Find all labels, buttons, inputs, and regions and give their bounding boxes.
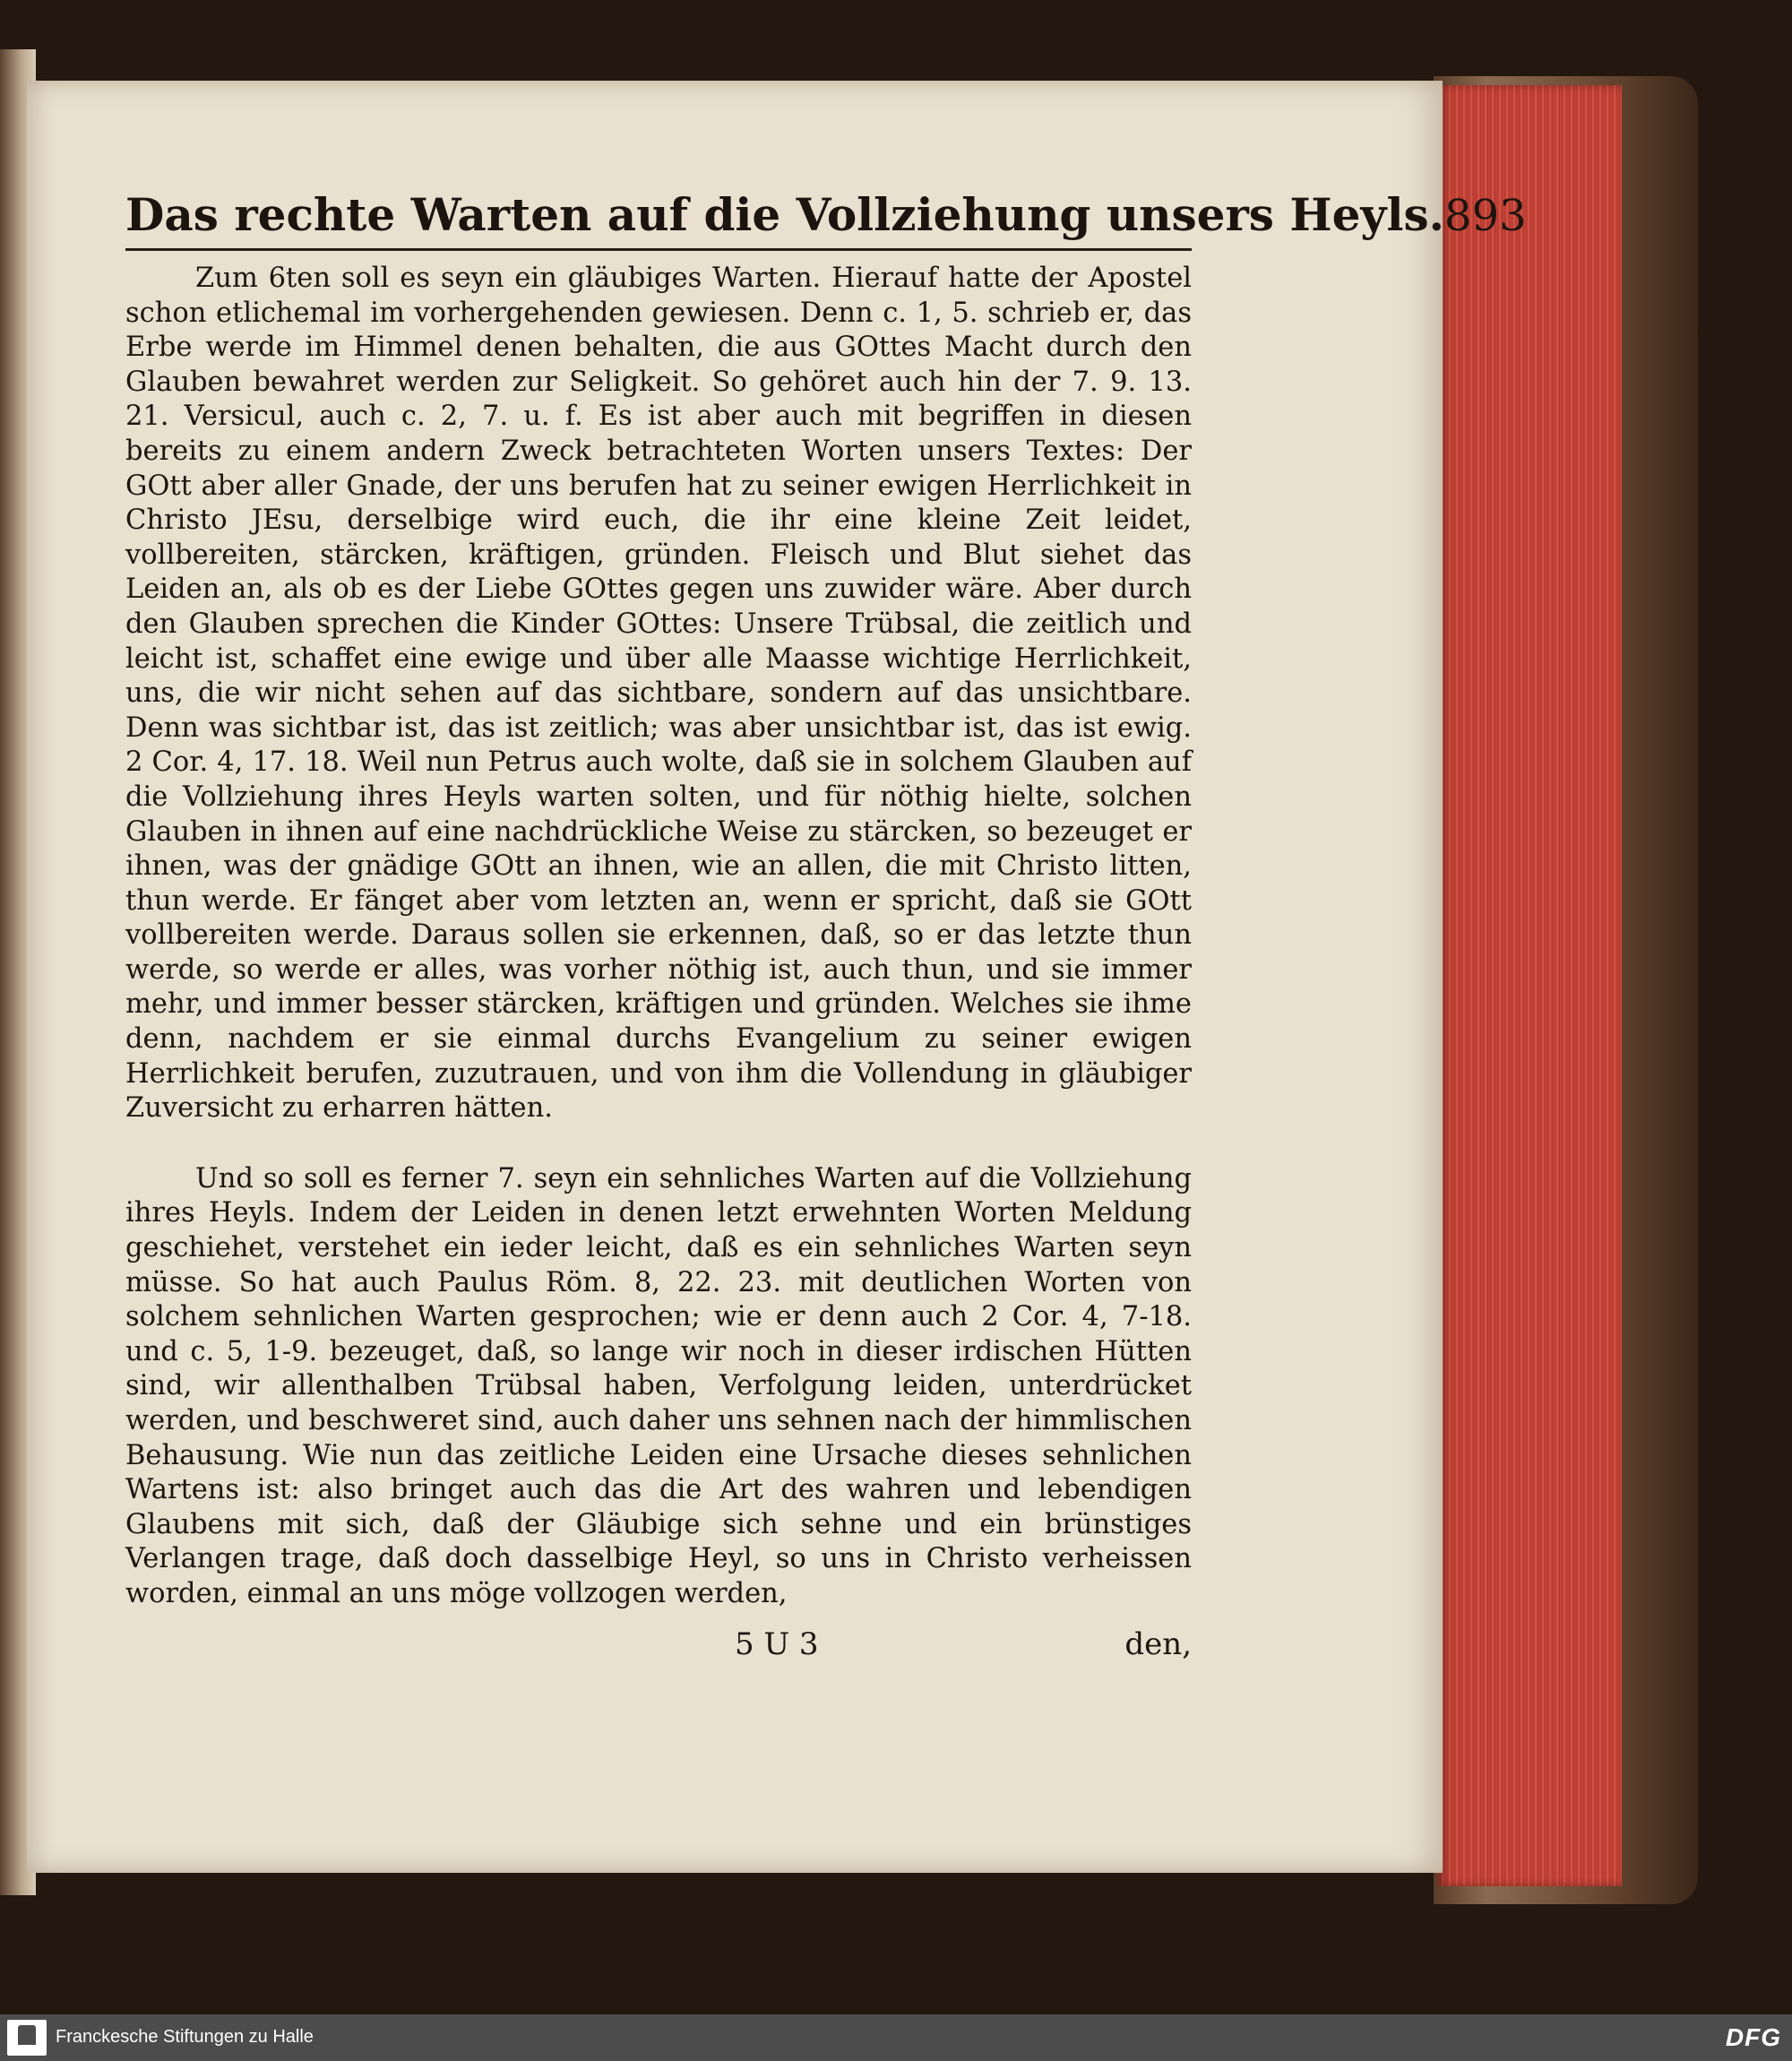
body-text (125, 262, 1192, 1612)
page-block-edge (1438, 85, 1622, 1886)
running-head: Das rechte Warten auf die Vollziehung unsers Heyls. (125, 188, 1445, 241)
paragraph: Und so soll es ferner 7. seyn ein sehnliches Warten auf die Vollziehung ihres Heyls. Indem der Leiden in denen letzt erwehnten Worten Meldung geschiehet, verstehet ein ieder leicht, daß es ein sehnliches Warten seyn müsse. So hat auch Paulus Röm. 8, 22. 23. mit deutlichen Worten von solchem sehnlichen Warten gesprochen; wie er denn auch 2 Cor. 4, 7-18. und c. 5, 1-9. bezeuget, daß, so lange wir noch in dieser irdischen Hütten sind, wir allenthalben Trübsal haben, Verfolgung leiden, unterdrücket werden, und beschweret sind, auch daher uns sehnen nach der himmlischen Behausung. Wie nun das zeitliche Leiden eine Ursache dieses sehnlichen Wartens ist: also bringet auch das die Art des wahren und lebendigen Glaubens mit sich, daß der Gläubige sich sehne und ein brünstiges Verlangen trage, daß doch dasselbige Heyl, so uns in Christo verheissen worden, einmal an uns möge vollzogen werden, (125, 1162, 1192, 1609)
paragraph: Zum 6ten soll es seyn ein gläubiges Warten. Hierauf hatte der Apostel schon etlichemal im vorhergehenden gewiesen. Denn c. 1, 5. schrieb er, das Erbe werde im Himmel denen behalten, die aus GOttes Macht durch den Glauben bewahret werden zur Seligkeit. So gehöret auch hin der 7. 9. 13. 21. Versicul, auch c. 2, 7. u. f. Es ist aber auch mit begriffen in diesen bereits zu einem andern Zweck betrachteten Worten unsers Textes: Der GOtt aber aller Gnade, der uns berufen hat zu seiner ewigen Herrlichkeit in Christo JEsu, derselbige wird euch, die ihr eine kleine Zeit leidet, vollbereiten, stärcken, kräftigen, gründen. Fleisch und Blut siehet das Leiden an, als ob es der Liebe GOttes gegen uns zuwider wäre. Aber durch den Glauben sprechen die Kinder GOttes: Unsere Trübsal, die zeitlich und leicht ist, schaffet eine ewige und über alle Maasse wichtige Herrlichkeit, uns, die wir nicht sehen auf das sichtbare, sondern auf das unsichtbare. Denn was sichtbar ist, das ist zeitlich; was aber unsichtbar ist, das ist ewig. 2 Cor. 4, 17. 18. Weil nun Petrus auch wolte, daß sie in solchem Glauben auf die Vollziehung ihres Heyls warten solten, und für nöthig hielte, solchen Glauben in ihnen auf eine nachdrückliche Weise zu stärcken, so bezeuget er ihnen, was der gnädige GOtt an ihnen, wie an allen, die mit Christo litten, thun werde. Er fänget aber vom letzten an, wenn er spricht, daß sie GOtt vollbereiten werde. Daraus sollen sie erkennen, daß, so er das letzte thun werde, so werde er alles, was vorher nöthig ist, auch thun, und sie immer mehr, und immer besser stärcken, kräftigen und gründen. Welches sie ihme denn, nachdem er sie einmal durchs Evangelium zu seiner ewigen Herrlichkeit berufen, zuzutrauen, und von ihm die Vollendung in gläubiger Zuversicht zu erharren hätten. (125, 263, 1192, 1125)
institution-name: Franckesche Stiftungen zu Halle (56, 2027, 314, 2047)
page-number: 893 (1444, 191, 1527, 241)
viewer-footer-bar (0, 2014, 1792, 2061)
page-header (125, 179, 1527, 251)
catchword: den, (1124, 1626, 1192, 1662)
page-footer (125, 1626, 1192, 1671)
dfg-logo: DFG (1725, 2023, 1781, 2051)
signature-mark: 5 U 3 (735, 1626, 819, 1662)
institution-logo-icon (7, 2020, 47, 2056)
